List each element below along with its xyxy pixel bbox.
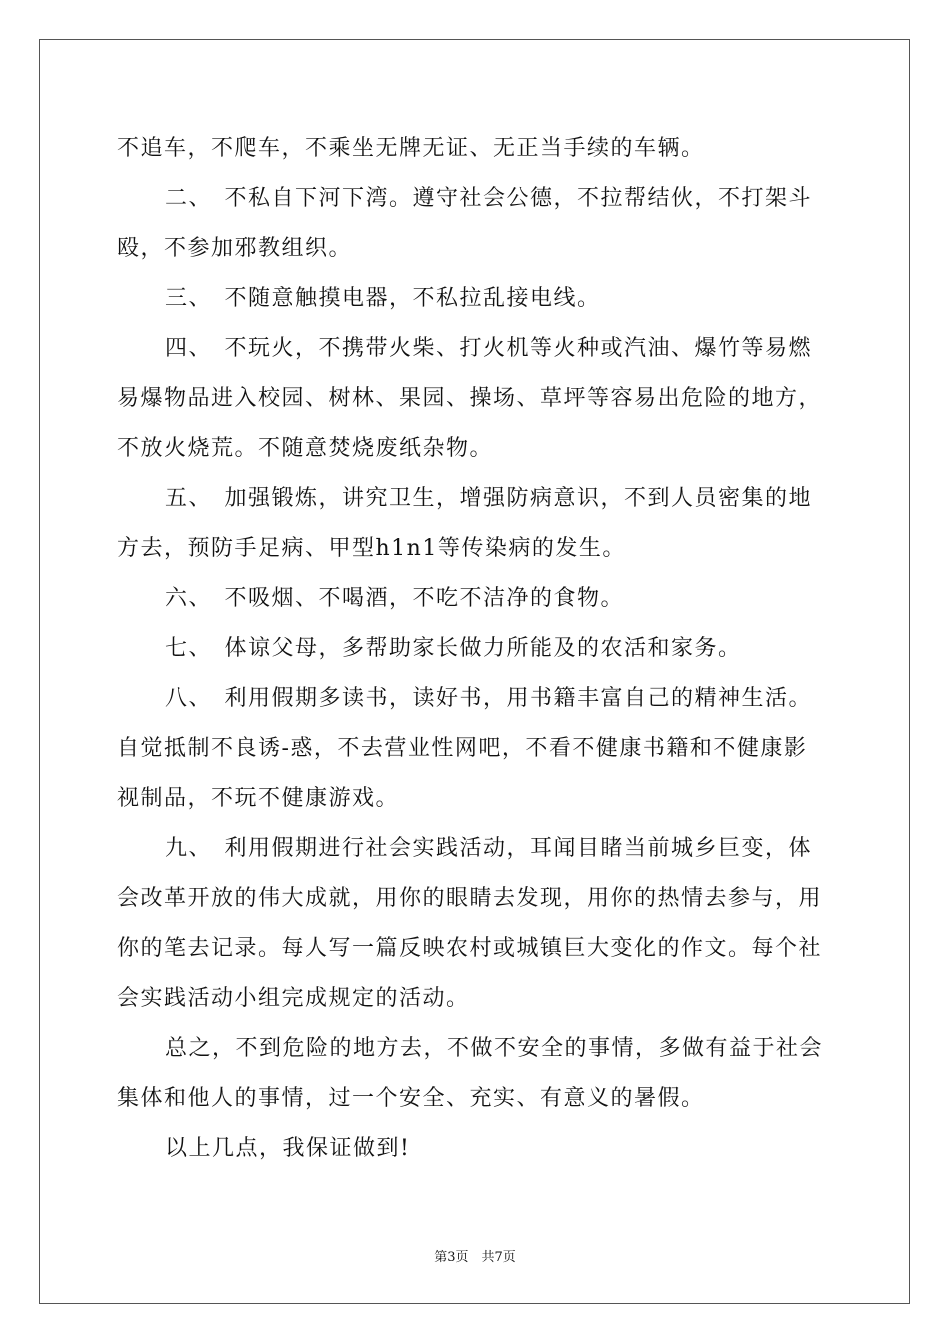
text-line: 会改革开放的伟大成就，用你的眼睛去发现，用你的热情去参与，用 <box>117 886 823 911</box>
text-line: 不追车，不爬车，不乘坐无牌无证、无正当手续的车辆。 <box>117 136 705 161</box>
text-line: 视制品，不玩不健康游戏。 <box>117 786 400 811</box>
text-line: 方去，预防手足病、甲型h1n1等传染病的发生。 <box>117 536 626 561</box>
text-line: 二、 不私自下河下湾。遵守社会公德，不拉帮结伙，不打架斗 <box>165 186 813 211</box>
page-number-footer: 第3页 共7页 <box>434 1250 516 1265</box>
text-line: 易爆物品进入校园、树林、果园、操场、草坪等容易出危险的地方， <box>117 386 823 411</box>
text-line: 集体和他人的事情，过一个安全、充实、有意义的暑假。 <box>117 1086 705 1111</box>
text-line: 三、 不随意触摸电器，不私拉乱接电线。 <box>165 286 601 311</box>
text-line: 总之，不到危险的地方去，不做不安全的事情，多做有益于社会 <box>165 1036 824 1061</box>
text-line: 九、 利用假期进行社会实践活动，耳闻目睹当前城乡巨变，体 <box>165 836 813 861</box>
text-line: 四、 不玩火，不携带火柴、打火机等火种或汽油、爆竹等易燃 <box>165 336 813 361</box>
text-line: 五、 加强锻炼，讲究卫生，增强防病意识，不到人员密集的地 <box>165 486 813 511</box>
text-line: 六、 不吸烟、不喝酒，不吃不洁净的食物。 <box>165 586 625 611</box>
document-body <box>117 124 837 1174</box>
text-line: 不放火烧荒。不随意焚烧废纸杂物。 <box>117 436 494 461</box>
text-line: 自觉抵制不良诱-惑，不去营业性网吧，不看不健康书籍和不健康影 <box>117 736 808 761</box>
text-line: 七、 体谅父母，多帮助家长做力所能及的农活和家务。 <box>165 636 742 661</box>
text-line: 八、 利用假期多读书，读好书，用书籍丰富自己的精神生活。 <box>165 686 813 711</box>
text-line: 会实践活动小组完成规定的活动。 <box>117 986 470 1011</box>
text-line: 你的笔去记录。每人写一篇反映农村或城镇巨大变化的作文。每个社 <box>117 936 823 961</box>
text-line: 以上几点，我保证做到! <box>165 1136 411 1161</box>
text-line: 殴，不参加邪教组织。 <box>117 236 353 261</box>
